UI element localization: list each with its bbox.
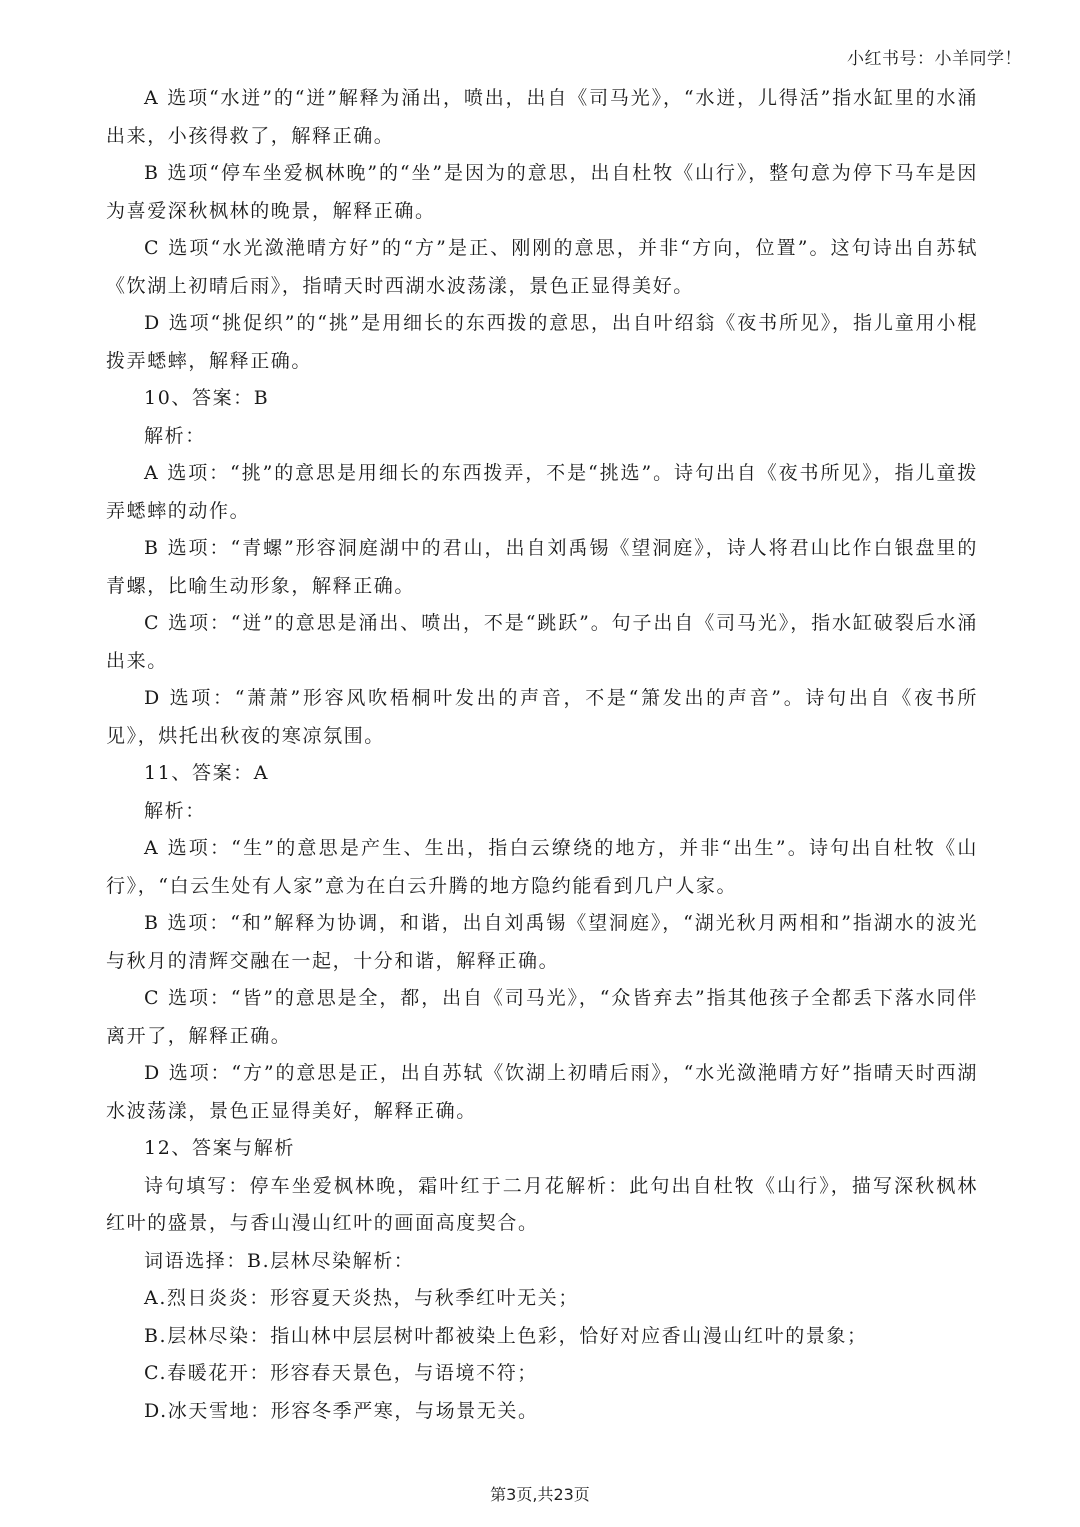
analysis-label: 解析：	[144, 799, 206, 822]
paragraph: C 选项：“皆”的意思是全，都，出自《司马光》，“众皆弃去”指其他孩子全都丢下落水同伴离开了，解释正确。	[106, 987, 978, 1047]
paragraph: C 选项“水光潋滟晴方好”的“方”是正、刚刚的意思，并非“方向，位置”。这句诗出自苏轼《饮湖上初晴后雨》，指晴天时西湖水波荡漾，景色正显得美好。	[106, 237, 978, 297]
paragraph: B 选项：“和”解释为协调，和谐，出自刘禹锡《望洞庭》，“湖光秋月两相和”指湖水的波光与秋月的清辉交融在一起，十分和谐，解释正确。	[106, 912, 978, 972]
document-body	[106, 80, 978, 1430]
answer-heading-10: 10、答案：B	[144, 387, 270, 409]
analysis-label: 解析：	[144, 424, 206, 447]
paragraph: D 选项：“萧萧”形容风吹梧桐叶发出的声音，不是“箫发出的声音”。诗句出自《夜书所见》，烘托出秋夜的寒凉氛围。	[106, 687, 978, 747]
paragraph: 词语选择：B.层林尽染解析：	[144, 1249, 415, 1272]
paragraph: A 选项：“生”的意思是产生、生出，指白云缭绕的地方，并非“出生”。诗句出自杜牧《山行》，“白云生处有人家”意为在白云升腾的地方隐约能看到几户人家。	[106, 837, 978, 897]
option-item: C.春暖花开：形容春天景色，与语境不符；	[144, 1362, 538, 1384]
option-item: B.层林尽染：指山林中层层树叶都被染上色彩，恰好对应香山漫山红叶的景象；	[144, 1324, 868, 1347]
paragraph: D 选项“挑促织”的“挑”是用细长的东西拨的意思，出自叶绍翁《夜书所见》，指儿童用小棍拨弄蟋蟀，解释正确。	[106, 312, 978, 372]
paragraph: B 选项“停车坐爱枫林晚”的“坐”是因为的意思，出自杜牧《山行》，整句意为停下马车是因为喜爱深秋枫林的晚景，解释正确。	[106, 162, 978, 222]
paragraph: B 选项：“青螺”形容洞庭湖中的君山，出自刘禹锡《望洞庭》，诗人将君山比作白银盘里的青螺，比喻生动形象，解释正确。	[106, 537, 978, 597]
watermark-text: 小红书号：小羊同学！	[847, 49, 1022, 69]
paragraph: 诗句填写：停车坐爱枫林晚，霜叶红于二月花解析：此句出自杜牧《山行》，描写深秋枫林红叶的盛景，与香山漫山红叶的画面高度契合。	[106, 1174, 978, 1234]
paragraph: D 选项：“方”的意思是正，出自苏轼《饮湖上初晴后雨》，“水光潋滟晴方好”指晴天时西湖水波荡漾，景色正显得美好，解释正确。	[106, 1062, 978, 1122]
paragraph: C 选项：“迸”的意思是涌出、喷出，不是“跳跃”。句子出自《司马光》，指水缸破裂后水涌出来。	[106, 612, 978, 672]
paragraph: A 选项“水迸”的“迸”解释为涌出，喷出，出自《司马光》，“水迸，儿得活”指水缸里的水涌出来，小孩得救了，解释正确。	[106, 87, 978, 147]
option-item: D.冰天雪地：形容冬季严寒，与场景无关。	[144, 1399, 539, 1422]
answer-heading-11: 11、答案：A	[144, 762, 270, 784]
option-item: A.烈日炎炎：形容夏天炎热，与秋季红叶无关；	[144, 1287, 579, 1309]
answer-heading-12: 12、答案与解析	[144, 1137, 295, 1159]
paragraph: A 选项：“挑”的意思是用细长的东西拨弄，不是“挑选”。诗句出自《夜书所见》，指儿童拨弄蟋蟀的动作。	[106, 462, 978, 522]
page-number: 第3页,共23页	[490, 1485, 590, 1504]
